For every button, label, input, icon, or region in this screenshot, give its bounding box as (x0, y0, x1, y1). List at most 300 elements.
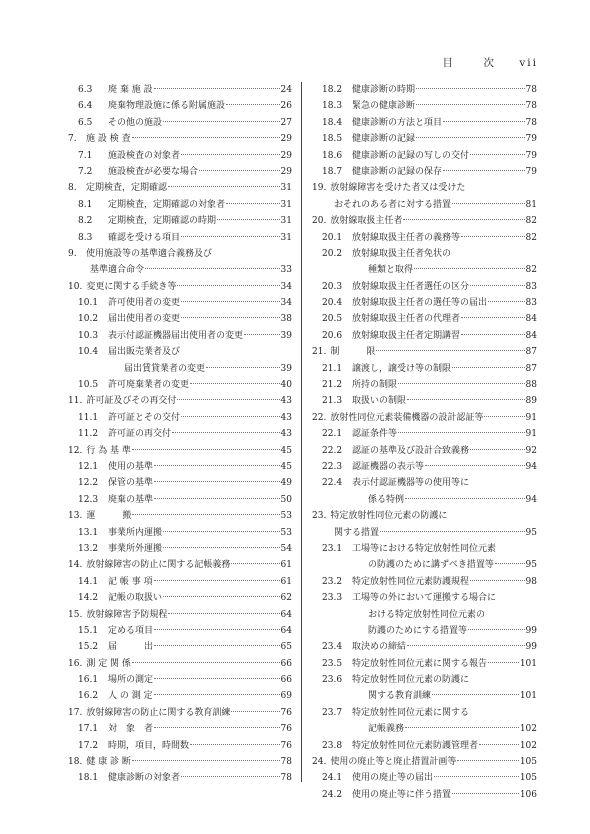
toc-entry-page: 84 (525, 314, 537, 325)
toc-entry-title: 定める項目 (108, 625, 154, 636)
toc-entry-number: 18.1 (78, 773, 99, 784)
toc-entry-number: 10. (68, 281, 83, 292)
toc-entry-number: 18.7 (322, 166, 343, 177)
toc-entry-page: 38 (280, 314, 292, 325)
toc-entry (312, 590, 537, 606)
toc-entry-title: 行 為 基 準 (86, 445, 131, 456)
toc-entry-page: 102 (519, 740, 537, 751)
toc-entry (68, 82, 292, 98)
toc-entry-title: 特定放射性同位元素防護管理者 (352, 740, 479, 751)
toc-entry-page: 101 (519, 658, 537, 669)
toc-entry-number: 23.8 (322, 740, 343, 751)
dot-leader (154, 481, 280, 482)
toc-entry-page: 53 (280, 527, 292, 538)
toc-entry (312, 525, 537, 541)
dot-leader (416, 137, 525, 138)
toc-entry-number: 19. (312, 183, 327, 194)
toc-entry-number: 17.2 (78, 740, 99, 751)
toc-entry (68, 492, 292, 508)
toc-entry-page: 84 (525, 330, 537, 341)
toc-entry-title: 施 設 検 査 (86, 134, 131, 145)
toc-entry-title: 届出使用者の変更 (108, 314, 181, 325)
toc-entry-number: 10.4 (78, 347, 99, 358)
toc-entry-page: 78 (280, 757, 292, 768)
toc-entry-title: おける特定放射性同位元素の (368, 609, 486, 620)
toc-entry-title: 放射線取扱主任者選任の区分 (352, 281, 470, 292)
dot-leader (163, 596, 280, 597)
dot-leader (190, 383, 280, 384)
toc-entry-number: 10.3 (78, 330, 99, 341)
toc-entry-number: 14.2 (78, 593, 99, 604)
toc-entry-title: 特定放射性同位元素に関する報告 (352, 658, 488, 669)
toc-entry-title: 放射線障害を受けた者又は受けた (330, 183, 466, 194)
toc-entry-page: 50 (280, 494, 292, 505)
dot-leader (405, 727, 519, 728)
toc-entry-page: 39 (280, 363, 292, 374)
dot-leader (172, 432, 280, 433)
dot-leader (154, 694, 280, 695)
toc-entry (312, 246, 537, 262)
toc-entry-title: 工場等における特定放射性同位元素 (352, 543, 497, 554)
toc-entry-number: 7. (68, 134, 77, 145)
dot-leader (154, 645, 280, 646)
dot-leader (132, 662, 280, 663)
toc-entry-page: 82 (525, 216, 537, 227)
toc-entry-title: おそれのある者に対する措置 (334, 199, 452, 210)
toc-entry-title: 健康診断の記録の写しの交付 (352, 150, 470, 161)
toc-entry-title: 使用の廃止等に伴う措置 (352, 789, 452, 800)
toc-entry (68, 656, 292, 672)
toc-entry-page: 78 (525, 85, 537, 95)
toc-entry-number: 20.4 (322, 298, 343, 309)
toc-entry (68, 246, 292, 262)
dot-leader (380, 531, 525, 532)
toc-entry-number: 6.5 (78, 117, 93, 128)
toc-entry-page: 33 (280, 265, 292, 276)
toc-entry-number: 10.5 (78, 380, 99, 391)
toc-entry (68, 148, 292, 164)
dot-leader (461, 317, 525, 318)
toc-entry-page: 45 (280, 445, 292, 456)
toc-entry-page: 87 (525, 363, 537, 374)
toc-entry-title: その他の施設 (108, 117, 163, 128)
toc-entry-number: 21.2 (322, 380, 343, 391)
toc-entry-number: 9. (68, 248, 77, 259)
toc-entry (68, 180, 292, 196)
toc-entry (68, 377, 292, 393)
toc-entry-page: 40 (280, 380, 292, 391)
toc-entry (312, 688, 537, 704)
dot-leader (244, 334, 280, 335)
toc-entry-title: 廃 棄 施 設 (108, 85, 153, 95)
toc-entry-title: 基準適合命令 (90, 265, 145, 276)
toc-entry-title: 放射線取扱主任者定期講習 (352, 330, 461, 341)
toc-entry-number: 20.6 (322, 330, 343, 341)
toc-entry-title: 健康診断の記録の保存 (352, 166, 443, 177)
toc-entry-page: 29 (280, 150, 292, 161)
dot-leader (226, 203, 280, 204)
toc-entry-number: 23.2 (322, 576, 343, 587)
toc-entry-title: 時期，項目，時間数 (108, 740, 190, 751)
toc-entry (312, 262, 537, 278)
toc-entry-title: 廃棄の基準 (108, 494, 154, 505)
toc-entry-title: 放射線取扱主任者免状の (352, 248, 452, 259)
dot-leader (461, 334, 525, 335)
toc-entry (312, 656, 537, 672)
dot-leader (154, 580, 280, 581)
toc-entry-title: 特定放射性同位元素の防護に (330, 511, 448, 522)
toc-entry (68, 508, 292, 524)
toc-entry-number: 20.1 (322, 232, 343, 243)
toc-entry (68, 311, 292, 327)
toc-entry-number: 17.1 (78, 724, 99, 735)
toc-entry (312, 574, 537, 590)
toc-entry-title: 係る特例 (368, 494, 405, 505)
toc-entry-title: 測 定 関 係 (86, 658, 131, 669)
dot-leader (434, 776, 519, 777)
toc-entry (312, 393, 537, 409)
toc-entry (312, 738, 537, 754)
dot-leader (425, 465, 525, 466)
toc-entry-page: 66 (280, 658, 292, 669)
toc-entry-title: 放射線取扱主任者の義務等 (352, 232, 461, 243)
dot-leader (452, 203, 525, 204)
toc-entry-page: 89 (525, 396, 537, 407)
toc-entry-page: 78 (280, 773, 292, 784)
toc-entry-number: 23.5 (322, 658, 343, 669)
dot-leader (132, 760, 280, 761)
dot-leader (132, 449, 280, 450)
toc-entry (68, 443, 292, 459)
toc-entry-number: 13.1 (78, 527, 99, 538)
toc-entry-number: 14. (68, 560, 83, 571)
toc-entry (68, 557, 292, 573)
toc-entry-title: 種類と取得 (368, 265, 414, 276)
toc-entry (68, 754, 292, 770)
dot-leader (470, 449, 525, 450)
dot-leader (470, 580, 525, 581)
toc-entry-title: 健康診断の記録 (352, 134, 416, 145)
toc-entry (68, 393, 292, 409)
toc-entry-title: 事業所内運搬 (108, 527, 163, 538)
toc-entry-number: 22.2 (322, 445, 343, 456)
toc-entry-number: 8.2 (78, 216, 93, 227)
dot-leader (416, 88, 525, 89)
toc-entry-page: 105 (519, 757, 537, 768)
toc-entry-page: 76 (280, 724, 292, 735)
toc-entry (312, 410, 537, 426)
toc-entry-page: 92 (525, 445, 537, 456)
header-page-number: vii (519, 57, 538, 69)
dot-leader (217, 219, 280, 220)
toc-entry-title: 許可廃棄業者の変更 (108, 380, 190, 391)
toc-entry-page: 29 (280, 134, 292, 145)
toc-entry-title: 届出賃貸業者の変更 (124, 363, 206, 374)
dot-leader (132, 514, 279, 515)
toc-entry-number: 23.3 (322, 593, 343, 604)
toc-entry-number: 23. (312, 511, 327, 522)
toc-entry-page: 94 (525, 461, 537, 472)
toc-entry-number: 8. (68, 183, 77, 194)
toc-entry-number: 20.3 (322, 281, 343, 292)
toc-entry-page: 31 (280, 216, 292, 227)
toc-entry-title: 変更に関する手続き等 (86, 281, 177, 292)
toc-entry-title: 健康診断の時期 (352, 85, 416, 95)
toc-entry-title: 関する措置 (334, 527, 380, 538)
toc-entry-title: 許可証とその交付 (108, 412, 181, 423)
toc-entry-title: 記帳の取扱い (108, 593, 163, 604)
toc-entry-title: 認証条件等 (352, 429, 398, 440)
toc-entry-number: 24. (312, 757, 327, 768)
toc-entry-title: 特定放射性同位元素の防護に (352, 675, 470, 686)
toc-entry-page: 61 (280, 576, 292, 587)
toc-entry-page: 88 (525, 380, 537, 391)
toc-entry-title: 届出販売業者及び (108, 347, 181, 358)
toc-entry (68, 262, 292, 278)
toc-entry-page: 69 (280, 691, 292, 702)
toc-entry (68, 574, 292, 590)
dot-leader (470, 154, 525, 155)
toc-entry-number: 22.4 (322, 478, 343, 489)
dot-leader (132, 137, 280, 138)
toc-entry-page: 82 (525, 265, 537, 276)
toc-entry-title: 保管の基準 (108, 478, 154, 489)
toc-entry-number: 10.1 (78, 298, 99, 309)
toc-entry-page: 26 (280, 101, 292, 112)
toc-entry-title: 人 の 測 定 (108, 691, 153, 702)
toc-entry-title: 特定放射性同位元素防護規程 (352, 576, 470, 587)
toc-entry-title: 表示付認証機器届出使用者の変更 (108, 330, 244, 341)
toc-entry (68, 672, 292, 688)
toc-entry-title: 譲渡し，譲受け等の制限 (352, 363, 452, 374)
toc-entry (312, 623, 537, 639)
toc-entry-title: 定期検査，定期確認の対象者 (108, 199, 226, 210)
toc-entry (68, 525, 292, 541)
toc-entry-number: 20. (312, 216, 327, 227)
toc-entry (312, 311, 537, 327)
dot-leader (154, 629, 280, 630)
toc-entry (68, 738, 292, 754)
toc-entry (312, 230, 537, 246)
toc-entry-number: 12. (68, 445, 83, 456)
toc-entry-page: 53 (280, 511, 292, 522)
dot-leader (452, 367, 525, 368)
toc-entry-number: 11.2 (78, 429, 99, 440)
dot-leader (484, 416, 524, 417)
toc-entry-title: 健康診断の対象者 (108, 773, 181, 784)
toc-entry-title: 放射線障害の防止に関する教育訓練 (86, 707, 231, 718)
toc-entry-page: 39 (280, 330, 292, 341)
dot-leader (181, 416, 280, 417)
toc-entry-title: 使用施設等の基準適合義務及び (86, 248, 213, 259)
toc-entry-title: 届 出 (108, 642, 154, 653)
toc-entry (68, 344, 292, 360)
toc-entry-title: 確認を受ける項目 (108, 232, 181, 243)
toc-entry (68, 279, 292, 295)
dot-leader (154, 727, 280, 728)
toc-entry-title: 健 康 診 断 (86, 757, 131, 768)
toc-entry-title: 記帳義務 (368, 724, 405, 735)
dot-leader (181, 236, 280, 237)
toc-entry (312, 770, 537, 786)
toc-entry (312, 557, 537, 573)
toc-entry-title: 許可証の再交付 (108, 429, 172, 440)
toc-entry (68, 541, 292, 557)
toc-entry (312, 721, 537, 737)
dot-leader (163, 531, 280, 532)
dot-leader (407, 399, 525, 400)
toc-entry-number: 6.3 (78, 85, 93, 95)
toc-entry (68, 459, 292, 475)
dot-leader (154, 88, 280, 89)
toc-entry-page: 99 (525, 625, 537, 636)
toc-entry-page: 79 (525, 166, 537, 177)
toc-entry (312, 328, 537, 344)
toc-entry (312, 541, 537, 557)
toc-entry-page: 81 (525, 199, 537, 210)
column-divider (301, 82, 302, 782)
toc-entry-number: 22.1 (322, 429, 343, 440)
toc-entry-number: 17. (68, 707, 83, 718)
toc-entry-number: 11.1 (78, 412, 99, 423)
toc-entry (312, 98, 537, 114)
toc-entry-page: 43 (280, 396, 292, 407)
toc-entry-page: 54 (280, 543, 292, 554)
toc-entry-number: 15. (68, 609, 83, 620)
toc-entry-title: 使用の廃止等と廃止措置計画等 (330, 757, 457, 768)
toc-entry (68, 197, 292, 213)
toc-entry-page: 76 (280, 707, 292, 718)
toc-entry-page: 94 (525, 494, 537, 505)
toc-entry-title: 放射線取扱主任者の代理者 (352, 314, 461, 325)
toc-entry (68, 705, 292, 721)
toc-entry-number: 7.2 (78, 166, 93, 177)
toc-entry-page: 83 (525, 298, 537, 309)
toc-entry-page: 66 (280, 675, 292, 686)
dot-leader (181, 154, 280, 155)
toc-entry-title: 工場等の外において運搬する場合に (352, 593, 497, 604)
toc-entry-number: 13. (68, 511, 83, 522)
toc-entry-number: 12.3 (78, 494, 99, 505)
toc-entry-title: 放射性同位元素装備機器の設計認証等 (330, 412, 484, 423)
toc-entry-number: 16.2 (78, 691, 99, 702)
toc-entry-page: 79 (525, 134, 537, 145)
toc-entry-page: 29 (280, 166, 292, 177)
dot-leader (457, 760, 518, 761)
toc-entry-page: 31 (280, 199, 292, 210)
toc-entry-number: 15.1 (78, 625, 99, 636)
toc-entry-number: 12.2 (78, 478, 99, 489)
toc-entry-number: 24.1 (322, 773, 343, 784)
toc-entry (68, 623, 292, 639)
toc-column-left (68, 82, 292, 787)
dot-leader (414, 268, 525, 269)
dot-leader (177, 285, 279, 286)
toc-entry-title: 許可証及びその再交付 (86, 396, 177, 407)
toc-entry (312, 443, 537, 459)
dot-leader (226, 104, 280, 105)
dot-leader (461, 236, 525, 237)
toc-entry-number: 20.2 (322, 248, 343, 259)
dot-leader (407, 645, 525, 646)
toc-entry-number: 23.6 (322, 675, 343, 686)
dot-leader (398, 432, 525, 433)
toc-entry-number: 8.3 (78, 232, 93, 243)
toc-entry-number: 23.1 (322, 543, 343, 554)
toc-entry-title: 放射線取扱主任者 (330, 216, 403, 227)
toc-column-right (312, 82, 537, 803)
toc-entry-title: 特定放射性同位元素に関する (352, 707, 470, 718)
toc-entry (312, 492, 537, 508)
dot-leader (416, 104, 525, 105)
toc-entry-page: 87 (525, 347, 537, 358)
dot-leader (231, 563, 279, 564)
toc-entry (68, 607, 292, 623)
toc-entry-number: 12.1 (78, 461, 99, 472)
toc-entry-number: 23.4 (322, 642, 343, 653)
toc-entry (68, 295, 292, 311)
dot-leader (163, 547, 280, 548)
toc-entry-title: 放射線障害の防止に関する記帳義務 (86, 560, 231, 571)
toc-entry-page: 95 (525, 527, 537, 538)
toc-entry-number: 22.3 (322, 461, 343, 472)
toc-entry (68, 426, 292, 442)
toc-entry-title: 使用の基準 (108, 461, 154, 472)
dot-leader (231, 711, 279, 712)
toc-entry (68, 328, 292, 344)
toc-entry-number: 20.5 (322, 314, 343, 325)
toc-entry-page: 106 (519, 789, 537, 800)
toc-entry-number: 24.2 (322, 789, 343, 800)
toc-entry-number: 7.1 (78, 150, 93, 161)
toc-entry-title: 定期検査，定期確認 (86, 183, 168, 194)
toc-entry-number: 14.1 (78, 576, 99, 587)
dot-leader (468, 629, 525, 630)
toc-entry (312, 279, 537, 295)
toc-entry (312, 508, 537, 524)
toc-entry-title: 定期検査，定期確認の時期 (108, 216, 217, 227)
toc-entry-title: 使用の廃止等の届出 (352, 773, 434, 784)
dot-leader (154, 465, 280, 466)
page-header (443, 55, 539, 70)
dot-leader (470, 285, 525, 286)
toc-entry (68, 770, 292, 786)
toc-entry-title: 廃棄物理設施に係る附属施設 (108, 101, 226, 112)
toc-entry-number: 11. (68, 396, 83, 407)
toc-entry (312, 148, 537, 164)
dot-leader (206, 367, 280, 368)
toc-entry-title: 運 搬 (86, 511, 132, 522)
toc-entry-title: 事業所外運搬 (108, 543, 163, 554)
dot-leader (403, 219, 524, 220)
toc-entry-page: 101 (519, 691, 537, 702)
toc-entry-number: 18.6 (322, 150, 343, 161)
toc-entry (68, 164, 292, 180)
toc-entry-title: 施設検査の対象者 (108, 150, 181, 161)
toc-entry-page: 82 (525, 232, 537, 243)
header-title: 目 次 (442, 57, 504, 69)
toc-entry-page: 99 (525, 642, 537, 653)
toc-entry (312, 787, 537, 803)
toc-entry (312, 607, 537, 623)
toc-entry-page: 64 (280, 609, 292, 620)
toc-entry-number: 21.1 (322, 363, 343, 374)
toc-entry-title: 取決めの締結 (352, 642, 407, 653)
toc-entry-page: 31 (280, 183, 292, 194)
dot-leader (398, 383, 525, 384)
toc-entry (312, 295, 537, 311)
dot-leader (405, 498, 525, 499)
